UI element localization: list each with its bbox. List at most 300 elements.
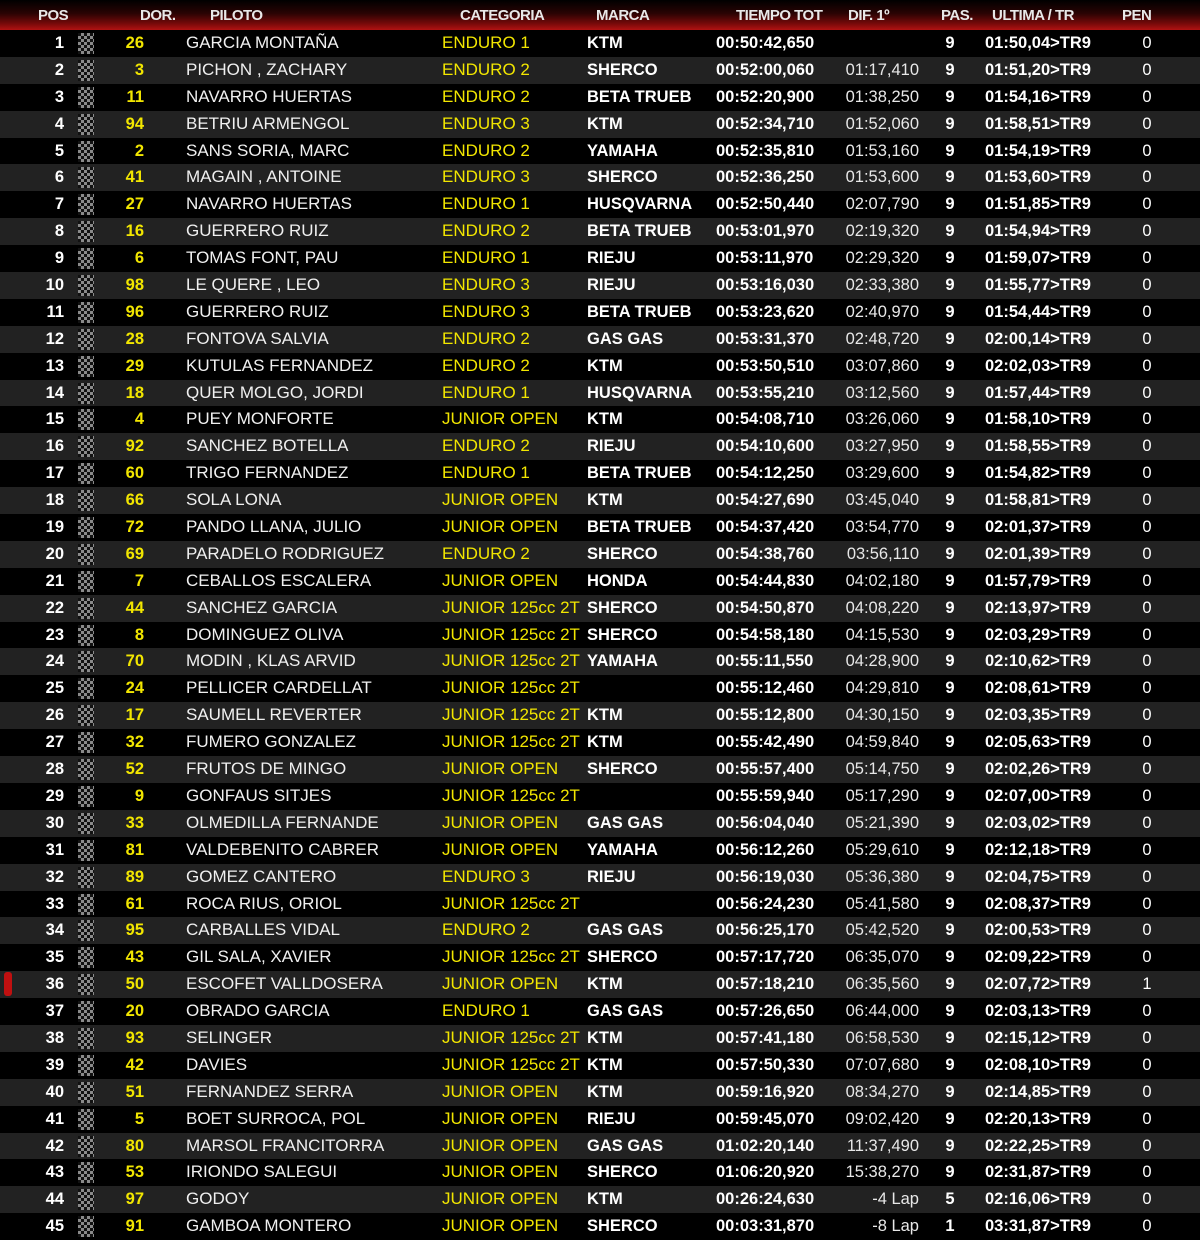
checkered-flag-icon xyxy=(78,248,94,269)
total-time-cell: 00:53:50,510 xyxy=(716,356,815,375)
category-cell: JUNIOR 125cc 2T xyxy=(442,651,580,671)
category-cell: ENDURO 3 xyxy=(442,301,530,321)
last-lap-cell: 02:02,03>TR9 xyxy=(985,356,1091,375)
position-cell: 35 xyxy=(45,948,64,967)
gap-cell: 03:27,950 xyxy=(845,437,919,456)
position-cell: 4 xyxy=(54,114,64,133)
table-row[interactable] xyxy=(0,541,1200,568)
table-row[interactable] xyxy=(0,406,1200,433)
category-cell: ENDURO 3 xyxy=(442,866,530,886)
rider-name-cell: GIL SALA, XAVIER xyxy=(186,947,332,967)
table-header xyxy=(0,0,1200,30)
table-row[interactable] xyxy=(0,1159,1200,1186)
position-cell: 26 xyxy=(45,706,64,725)
table-row[interactable] xyxy=(0,218,1200,245)
category-cell: ENDURO 1 xyxy=(442,382,530,402)
dorsal-cell: 11 xyxy=(126,87,144,106)
rider-name-cell: PELLICER CARDELLAT xyxy=(186,678,372,698)
brand-cell: SHERCO xyxy=(587,1163,658,1182)
penalty-cell: 0 xyxy=(1142,491,1152,510)
dorsal-cell: 6 xyxy=(134,249,144,268)
dorsal-cell: 50 xyxy=(125,975,144,994)
header-tiempo-tot[interactable]: TIEMPO TOT xyxy=(736,7,823,24)
last-lap-cell: 02:31,87>TR9 xyxy=(985,1163,1091,1182)
dorsal-cell: 80 xyxy=(125,1136,144,1155)
table-row[interactable] xyxy=(0,353,1200,380)
checkered-flag-icon xyxy=(78,383,94,404)
gap-cell: 02:33,380 xyxy=(845,276,919,295)
table-row[interactable] xyxy=(0,84,1200,111)
category-cell: JUNIOR OPEN xyxy=(442,759,559,779)
table-row[interactable] xyxy=(0,702,1200,729)
rider-name-cell: BOET SURROCA, POL xyxy=(186,1108,366,1128)
rider-name-cell: QUER MOLGO, JORDI xyxy=(186,382,364,402)
header-dorsal[interactable]: DOR. xyxy=(140,7,176,24)
checkered-flag-icon xyxy=(78,1109,94,1130)
table-row[interactable] xyxy=(0,460,1200,487)
dorsal-cell: 27 xyxy=(125,195,144,214)
dorsal-cell: 43 xyxy=(125,948,144,967)
laps-cell: 9 xyxy=(945,222,955,241)
total-time-cell: 00:52:50,440 xyxy=(716,195,815,214)
laps-cell: 5 xyxy=(945,1190,955,1209)
checkered-flag-icon xyxy=(78,436,94,457)
last-lap-cell: 01:54,44>TR9 xyxy=(985,302,1091,321)
table-row[interactable] xyxy=(0,810,1200,837)
gap-cell: -4 Lap xyxy=(872,1190,919,1209)
penalty-cell: 0 xyxy=(1142,813,1152,832)
header-categoria[interactable]: CATEGORIA xyxy=(460,7,545,24)
last-lap-cell: 02:20,13>TR9 xyxy=(985,1109,1091,1128)
table-row[interactable] xyxy=(0,1025,1200,1052)
total-time-cell: 00:55:12,800 xyxy=(716,706,815,725)
rider-name-cell: NAVARRO HUERTAS xyxy=(186,194,352,214)
rider-name-cell: DAVIES xyxy=(186,1054,248,1074)
category-cell: ENDURO 2 xyxy=(442,355,530,375)
checkered-flag-icon xyxy=(78,302,94,323)
checkered-flag-icon xyxy=(78,786,94,807)
brand-cell: KTM xyxy=(587,733,623,752)
category-cell: ENDURO 3 xyxy=(442,275,530,295)
laps-cell: 9 xyxy=(945,786,955,805)
total-time-cell: 00:55:59,940 xyxy=(716,786,815,805)
brand-cell: YAMAHA xyxy=(587,141,658,160)
laps-cell: 9 xyxy=(945,87,955,106)
position-cell: 17 xyxy=(45,464,64,483)
results-table xyxy=(0,30,1200,1240)
table-row[interactable] xyxy=(0,756,1200,783)
total-time-cell: 00:54:10,600 xyxy=(716,437,815,456)
penalty-cell: 0 xyxy=(1142,437,1152,456)
dorsal-cell: 66 xyxy=(125,491,144,510)
last-lap-cell: 01:58,81>TR9 xyxy=(985,491,1091,510)
dorsal-cell: 61 xyxy=(125,894,144,913)
dorsal-cell: 72 xyxy=(125,518,144,537)
total-time-cell: 00:53:55,210 xyxy=(716,383,815,402)
dorsal-cell: 60 xyxy=(125,464,144,483)
table-row[interactable] xyxy=(0,164,1200,191)
last-lap-cell: 02:04,75>TR9 xyxy=(985,867,1091,886)
table-row[interactable] xyxy=(0,568,1200,595)
category-cell: ENDURO 2 xyxy=(442,86,530,106)
table-row[interactable] xyxy=(0,138,1200,165)
total-time-cell: 00:54:44,830 xyxy=(716,571,815,590)
table-row[interactable] xyxy=(0,1079,1200,1106)
category-cell: JUNIOR 125cc 2T xyxy=(442,893,580,913)
table-row[interactable] xyxy=(0,326,1200,353)
penalty-cell: 0 xyxy=(1142,1190,1152,1209)
rider-name-cell: KUTULAS FERNANDEZ xyxy=(186,355,374,375)
table-row[interactable] xyxy=(0,299,1200,326)
position-cell: 31 xyxy=(45,840,64,859)
total-time-cell: 00:50:42,650 xyxy=(716,34,815,52)
total-time-cell: 00:57:26,650 xyxy=(716,1002,815,1021)
penalty-cell: 0 xyxy=(1142,114,1152,133)
brand-cell: GAS GAS xyxy=(587,329,664,348)
last-lap-cell: 02:13,97>TR9 xyxy=(985,598,1091,617)
total-time-cell: 00:52:20,900 xyxy=(716,87,815,106)
rider-name-cell: FERNANDEZ SERRA xyxy=(186,1081,354,1101)
total-time-cell: 00:52:34,710 xyxy=(716,114,815,133)
header-pos[interactable]: POS xyxy=(38,7,69,24)
category-cell: JUNIOR OPEN xyxy=(442,570,559,590)
category-cell: JUNIOR 125cc 2T xyxy=(442,705,580,725)
position-cell: 27 xyxy=(45,733,64,752)
dorsal-cell: 95 xyxy=(125,921,144,940)
checkered-flag-icon xyxy=(78,60,94,81)
penalty-cell: 0 xyxy=(1142,867,1152,886)
gap-cell: -8 Lap xyxy=(872,1217,919,1236)
dorsal-cell: 3 xyxy=(134,60,144,79)
total-time-cell: 00:56:25,170 xyxy=(716,921,815,940)
rider-name-cell: GOMEZ CANTERO xyxy=(186,866,337,886)
brand-cell: RIEJU xyxy=(587,437,636,456)
table-row[interactable] xyxy=(0,783,1200,810)
laps-cell: 9 xyxy=(945,840,955,859)
penalty-cell: 0 xyxy=(1142,706,1152,725)
total-time-cell: 00:57:41,180 xyxy=(716,1028,815,1047)
gap-cell: 03:12,560 xyxy=(845,383,919,402)
dorsal-cell: 7 xyxy=(134,571,144,590)
table-row[interactable] xyxy=(0,487,1200,514)
category-cell: ENDURO 2 xyxy=(442,328,530,348)
gap-cell: 04:30,150 xyxy=(845,706,919,725)
brand-cell: BETA TRUEB xyxy=(587,464,692,483)
category-cell: ENDURO 2 xyxy=(442,140,530,160)
rider-name-cell: MARSOL FRANCITORRA xyxy=(186,1135,385,1155)
table-row[interactable] xyxy=(0,998,1200,1025)
last-lap-cell: 02:09,22>TR9 xyxy=(985,948,1091,967)
header-dif[interactable]: DIF. 1º xyxy=(848,7,890,24)
brand-cell: SHERCO xyxy=(587,1217,658,1236)
dorsal-cell: 41 xyxy=(125,168,144,187)
category-cell: JUNIOR OPEN xyxy=(442,1081,559,1101)
penalty-cell: 0 xyxy=(1142,34,1152,52)
brand-cell: SHERCO xyxy=(587,168,658,187)
total-time-cell: 00:56:19,030 xyxy=(716,867,815,886)
brand-cell: YAMAHA xyxy=(587,652,658,671)
penalty-cell: 0 xyxy=(1142,1163,1152,1182)
position-cell: 45 xyxy=(45,1217,64,1236)
rider-name-cell: GARCIA MONTAÑA xyxy=(186,33,339,52)
penalty-cell: 0 xyxy=(1142,195,1152,214)
laps-cell: 9 xyxy=(945,894,955,913)
position-cell: 2 xyxy=(54,60,64,79)
rider-name-cell: GUERRERO RUIZ xyxy=(186,301,329,321)
total-time-cell: 00:53:16,030 xyxy=(716,276,815,295)
dorsal-cell: 2 xyxy=(134,141,144,160)
last-lap-cell: 02:10,62>TR9 xyxy=(985,652,1091,671)
checkered-flag-icon xyxy=(78,356,94,377)
rider-name-cell: SOLA LONA xyxy=(186,490,282,510)
checkered-flag-icon xyxy=(78,33,94,54)
penalty-cell: 0 xyxy=(1142,1109,1152,1128)
gap-cell: 02:29,320 xyxy=(845,249,919,268)
last-lap-cell: 02:15,12>TR9 xyxy=(985,1028,1091,1047)
penalty-cell: 0 xyxy=(1142,222,1152,241)
brand-cell: KTM xyxy=(587,975,623,994)
laps-cell: 9 xyxy=(945,383,955,402)
table-row[interactable] xyxy=(0,111,1200,138)
category-cell: ENDURO 3 xyxy=(442,113,530,133)
category-cell: ENDURO 2 xyxy=(442,221,530,241)
category-cell: JUNIOR 125cc 2T xyxy=(442,597,580,617)
laps-cell: 9 xyxy=(945,733,955,752)
position-cell: 5 xyxy=(54,141,64,160)
dorsal-cell: 17 xyxy=(125,706,144,725)
table-row[interactable] xyxy=(0,514,1200,541)
total-time-cell: 00:55:12,460 xyxy=(716,679,815,698)
dorsal-cell: 89 xyxy=(125,867,144,886)
brand-cell: SHERCO xyxy=(587,60,658,79)
category-cell: JUNIOR OPEN xyxy=(442,1189,559,1209)
table-row[interactable] xyxy=(0,648,1200,675)
position-cell: 25 xyxy=(45,679,64,698)
checkered-flag-icon xyxy=(78,625,94,646)
dorsal-cell: 52 xyxy=(125,760,144,779)
total-time-cell: 00:59:45,070 xyxy=(716,1109,815,1128)
brand-cell: SHERCO xyxy=(587,544,658,563)
table-row[interactable] xyxy=(0,245,1200,272)
position-cell: 6 xyxy=(54,168,64,187)
table-row[interactable] xyxy=(0,971,1200,998)
penalty-cell: 0 xyxy=(1142,168,1152,187)
header-pen[interactable]: PEN xyxy=(1122,7,1152,24)
brand-cell: GAS GAS xyxy=(587,1136,664,1155)
table-row[interactable] xyxy=(0,30,1200,57)
rider-name-cell: PUEY MONFORTE xyxy=(186,409,334,429)
last-lap-cell: 01:58,10>TR9 xyxy=(985,410,1091,429)
header-marca[interactable]: MARCA xyxy=(596,7,650,24)
category-cell: JUNIOR OPEN xyxy=(442,839,559,859)
laps-cell: 9 xyxy=(945,975,955,994)
category-cell: JUNIOR OPEN xyxy=(442,1162,559,1182)
checkered-flag-icon xyxy=(78,1189,94,1210)
penalty-cell: 0 xyxy=(1142,1055,1152,1074)
position-cell: 44 xyxy=(45,1190,64,1209)
category-cell: ENDURO 1 xyxy=(442,33,530,52)
gap-cell: 05:21,390 xyxy=(845,813,919,832)
table-row[interactable] xyxy=(0,837,1200,864)
rider-name-cell: TRIGO FERNANDEZ xyxy=(186,463,349,483)
position-cell: 43 xyxy=(45,1163,64,1182)
table-row[interactable] xyxy=(0,595,1200,622)
table-row[interactable] xyxy=(0,729,1200,756)
table-row[interactable] xyxy=(0,917,1200,944)
gap-cell: 02:48,720 xyxy=(845,329,919,348)
last-lap-cell: 02:00,53>TR9 xyxy=(985,921,1091,940)
category-cell: ENDURO 2 xyxy=(442,920,530,940)
table-row[interactable] xyxy=(0,433,1200,460)
category-cell: JUNIOR 125cc 2T xyxy=(442,1054,580,1074)
total-time-cell: 01:02:20,140 xyxy=(716,1136,815,1155)
table-row[interactable] xyxy=(0,1133,1200,1160)
last-lap-cell: 02:14,85>TR9 xyxy=(985,1082,1091,1101)
table-row[interactable] xyxy=(0,675,1200,702)
total-time-cell: 00:57:50,330 xyxy=(716,1055,815,1074)
penalty-cell: 0 xyxy=(1142,760,1152,779)
dorsal-cell: 28 xyxy=(125,329,144,348)
penalty-cell: 0 xyxy=(1142,544,1152,563)
gap-cell: 06:35,560 xyxy=(845,975,919,994)
rider-name-cell: GODOY xyxy=(186,1189,250,1209)
last-lap-cell: 02:08,61>TR9 xyxy=(985,679,1091,698)
last-lap-cell: 02:02,26>TR9 xyxy=(985,760,1091,779)
rider-name-cell: IRIONDO SALEGUI xyxy=(186,1162,338,1182)
penalty-cell: 0 xyxy=(1142,679,1152,698)
penalty-cell: 0 xyxy=(1142,1082,1152,1101)
table-row[interactable] xyxy=(0,1052,1200,1079)
total-time-cell: 00:53:01,970 xyxy=(716,222,815,241)
checkered-flag-icon xyxy=(78,813,94,834)
total-time-cell: 00:52:35,810 xyxy=(716,141,815,160)
position-cell: 22 xyxy=(45,598,64,617)
laps-cell: 9 xyxy=(945,544,955,563)
brand-cell: KTM xyxy=(587,1055,623,1074)
rider-name-cell: OLMEDILLA FERNANDE xyxy=(186,812,379,832)
penalty-cell: 0 xyxy=(1142,1217,1152,1236)
total-time-cell: 00:03:31,870 xyxy=(716,1217,815,1236)
position-cell: 28 xyxy=(45,760,64,779)
position-cell: 32 xyxy=(45,867,64,886)
checkered-flag-icon xyxy=(78,1216,94,1237)
position-cell: 7 xyxy=(54,195,64,214)
penalty-cell: 0 xyxy=(1142,571,1152,590)
table-row[interactable] xyxy=(0,944,1200,971)
position-cell: 18 xyxy=(45,491,64,510)
rider-name-cell: TOMAS FONT, PAU xyxy=(186,248,339,268)
table-row[interactable] xyxy=(0,1106,1200,1133)
position-cell: 37 xyxy=(45,1002,64,1021)
gap-cell: 01:53,600 xyxy=(845,168,919,187)
penalty-cell: 0 xyxy=(1142,1002,1152,1021)
laps-cell: 9 xyxy=(945,1028,955,1047)
brand-cell: GAS GAS xyxy=(587,813,664,832)
dorsal-cell: 26 xyxy=(125,34,144,52)
table-row[interactable] xyxy=(0,622,1200,649)
position-cell: 9 xyxy=(54,249,64,268)
laps-cell: 9 xyxy=(945,679,955,698)
total-time-cell: 00:56:24,230 xyxy=(716,894,815,913)
table-row[interactable] xyxy=(0,57,1200,84)
gap-cell: 03:26,060 xyxy=(845,410,919,429)
table-row[interactable] xyxy=(0,1186,1200,1213)
penalty-cell: 0 xyxy=(1142,141,1152,160)
checkered-flag-icon xyxy=(78,840,94,861)
rider-name-cell: CARBALLES VIDAL xyxy=(186,920,341,940)
penalty-cell: 1 xyxy=(1142,975,1152,994)
laps-cell: 9 xyxy=(945,706,955,725)
last-lap-cell: 02:12,18>TR9 xyxy=(985,840,1091,859)
table-row[interactable] xyxy=(0,272,1200,299)
brand-cell: HUSQVARNA xyxy=(587,195,693,214)
last-lap-cell: 01:54,82>TR9 xyxy=(985,464,1091,483)
brand-cell: KTM xyxy=(587,706,623,725)
rider-name-cell: NAVARRO HUERTAS xyxy=(186,86,352,106)
last-lap-cell: 02:01,37>TR9 xyxy=(985,518,1091,537)
dorsal-cell: 4 xyxy=(134,410,144,429)
gap-cell: 05:42,520 xyxy=(845,921,919,940)
gap-cell: 03:54,770 xyxy=(845,518,919,537)
gap-cell: 05:36,380 xyxy=(845,867,919,886)
last-lap-cell: 01:58,55>TR9 xyxy=(985,437,1091,456)
checkered-flag-icon xyxy=(78,1028,94,1049)
header-ultima[interactable]: ULTIMA / TR xyxy=(992,7,1074,24)
checkered-flag-icon xyxy=(78,732,94,753)
category-cell: ENDURO 2 xyxy=(442,436,530,456)
penalty-cell: 0 xyxy=(1142,302,1152,321)
rider-name-cell: SANCHEZ BOTELLA xyxy=(186,436,349,456)
total-time-cell: 00:57:17,720 xyxy=(716,948,815,967)
gap-cell: 15:38,270 xyxy=(845,1163,919,1182)
table-row[interactable] xyxy=(0,1213,1200,1240)
penalty-cell: 0 xyxy=(1142,840,1152,859)
rider-name-cell: PANDO LLANA, JULIO xyxy=(186,517,362,537)
checkered-flag-icon xyxy=(78,141,94,162)
last-lap-cell: 02:16,06>TR9 xyxy=(985,1190,1091,1209)
table-row[interactable] xyxy=(0,864,1200,891)
rider-name-cell: GAMBOA MONTERO xyxy=(186,1216,352,1236)
checkered-flag-icon xyxy=(78,894,94,915)
total-time-cell: 00:54:58,180 xyxy=(716,625,815,644)
laps-cell: 9 xyxy=(945,1002,955,1021)
last-lap-cell: 01:51,85>TR9 xyxy=(985,195,1091,214)
header-piloto[interactable]: PILOTO xyxy=(210,7,263,24)
laps-cell: 9 xyxy=(945,329,955,348)
brand-cell: RIEJU xyxy=(587,249,636,268)
table-row[interactable] xyxy=(0,191,1200,218)
rider-name-cell: DOMINGUEZ OLIVA xyxy=(186,624,344,644)
checkered-flag-icon xyxy=(78,1136,94,1157)
dorsal-cell: 93 xyxy=(125,1028,144,1047)
table-row[interactable] xyxy=(0,891,1200,918)
position-cell: 16 xyxy=(45,437,64,456)
laps-cell: 9 xyxy=(945,1109,955,1128)
checkered-flag-icon xyxy=(78,1162,94,1183)
checkered-flag-icon xyxy=(78,705,94,726)
brand-cell: SHERCO xyxy=(587,760,658,779)
rider-name-cell: FUMERO GONZALEZ xyxy=(186,732,357,752)
dorsal-cell: 51 xyxy=(125,1082,144,1101)
header-pas[interactable]: PAS. xyxy=(941,7,973,24)
table-row[interactable] xyxy=(0,380,1200,407)
total-time-cell: 00:26:24,630 xyxy=(716,1190,815,1209)
dorsal-cell: 70 xyxy=(125,652,144,671)
gap-cell: 05:14,750 xyxy=(845,760,919,779)
gap-cell: 03:07,860 xyxy=(845,356,919,375)
brand-cell: GAS GAS xyxy=(587,1002,664,1021)
total-time-cell: 00:57:18,210 xyxy=(716,975,815,994)
